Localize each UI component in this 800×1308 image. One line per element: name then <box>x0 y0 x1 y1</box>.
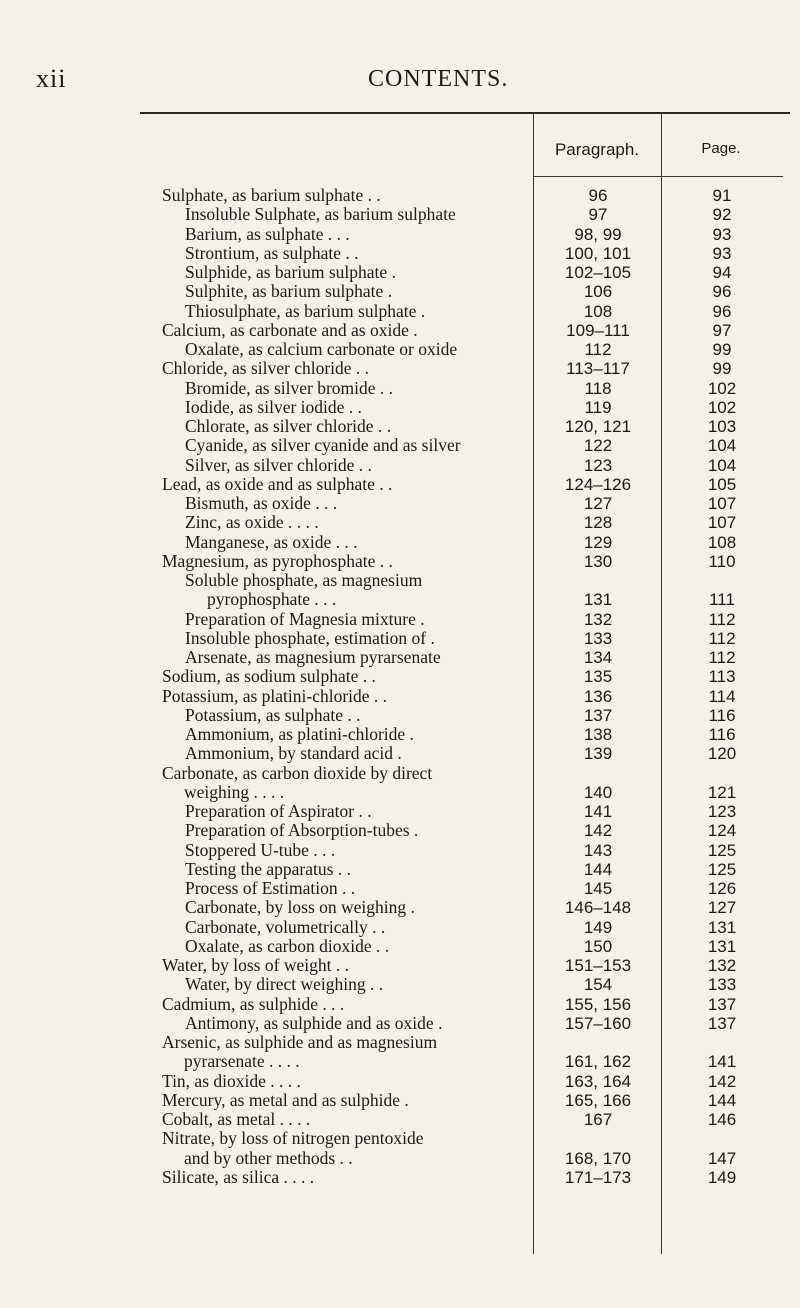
entry-text: Chloride, as silver chloride <box>162 359 352 379</box>
page-number-cell: 120 <box>707 744 737 764</box>
leader-dots: . . <box>369 686 388 706</box>
entry-text: Calcium, as carbonate and as oxide <box>162 320 409 340</box>
entry-title <box>185 513 555 532</box>
leader-dots: . . . <box>318 994 345 1014</box>
paragraph-number: 131 <box>583 590 613 610</box>
leader-dots: . <box>426 628 435 648</box>
page-number-cell: 91 <box>712 186 732 205</box>
entry-text: Manganese, as oxide <box>185 532 332 552</box>
paragraph-number: 140 <box>583 782 613 802</box>
entry-text: Thiosulphate, as barium sulphate <box>185 301 417 321</box>
entry-title <box>185 648 555 667</box>
page-number-cell: 146 <box>707 1110 737 1129</box>
entry-title <box>185 898 555 917</box>
paragraph-number: 100, 101 <box>564 243 632 263</box>
paragraph-number: 165, 166 <box>564 1090 632 1110</box>
leader-dots: . <box>408 320 418 340</box>
paragraph-number: 108 <box>583 301 613 321</box>
page-number-cell: 102 <box>707 378 737 398</box>
entry-title <box>185 379 555 398</box>
entry-text: Carbonate, as carbon dioxide by direct <box>162 763 433 783</box>
leader-dots: . <box>409 821 419 841</box>
entry-text: Testing the apparatus <box>185 859 334 879</box>
entry-title <box>185 706 555 725</box>
paragraph-number: 124–126 <box>564 474 632 494</box>
entry-title <box>185 263 555 282</box>
page-number-cell: 99 <box>712 340 732 359</box>
paragraph-number: 143 <box>583 840 613 860</box>
leader-dots: . <box>387 263 396 282</box>
paragraph-number: 102–105 <box>564 263 632 282</box>
entry-continuation <box>162 1052 532 1071</box>
entry-text: Sulphite, as barium sulphate <box>185 282 384 302</box>
leader-dots: . . . . <box>275 1110 311 1129</box>
page-number-cell: 116 <box>708 705 736 725</box>
table-row <box>0 513 800 532</box>
table-row <box>0 340 800 359</box>
page-number-cell: 93 <box>712 243 732 263</box>
entry-text: Bromide, as silver bromide <box>185 378 376 398</box>
leader-dots: . . <box>367 917 386 937</box>
table-row <box>0 860 800 879</box>
paragraph-number: 96 <box>588 186 608 205</box>
entry-title <box>185 533 555 552</box>
table-row <box>0 1033 800 1072</box>
leader-dots: . <box>405 725 414 744</box>
table-row <box>0 687 800 706</box>
entry-continuation <box>185 590 555 609</box>
table-row <box>0 610 800 629</box>
entry-text: Water, by loss of weight <box>162 956 332 975</box>
entry-title <box>162 186 532 205</box>
page-number-cell: 104 <box>707 455 737 475</box>
entry-text: Preparation of Magnesia mixture <box>185 609 416 629</box>
paragraph-number: 151–153 <box>564 956 632 975</box>
entry-text: Insoluble Sulphate, as barium sulphate <box>185 205 456 225</box>
table-row <box>0 475 800 494</box>
entry-text: Sulphate, as barium sulphate <box>162 186 364 205</box>
entry-title <box>185 937 555 956</box>
entry-text: Water, by direct weighing <box>185 975 366 995</box>
entry-title <box>185 494 555 513</box>
entry-text: Oxalate, as carbon dioxide <box>185 936 372 956</box>
header-rule <box>533 176 783 177</box>
entry-text: Magnesium, as pyrophosphate <box>162 551 376 571</box>
paragraph-number: 138 <box>583 725 613 744</box>
page-number-cell: 141 <box>707 1052 737 1072</box>
entry-title <box>162 475 532 494</box>
contents-table <box>0 186 800 1187</box>
entry-title <box>185 821 555 840</box>
entry-title <box>162 1129 532 1168</box>
leader-dots: . <box>399 1090 409 1110</box>
paragraph-number: 146–148 <box>564 898 632 918</box>
paragraph-number: 145 <box>583 879 613 898</box>
leader-dots: . . <box>371 936 390 956</box>
entry-text: Silicate, as silica <box>162 1167 280 1187</box>
entry-text: Process of Estimation <box>185 879 338 898</box>
entry-text: Sodium, as sodium sulphate <box>162 667 359 687</box>
entry-text: Cobalt, as metal <box>162 1110 276 1129</box>
table-row <box>0 706 800 725</box>
entry-text: Silver, as silver chloride <box>185 455 355 475</box>
entry-title <box>162 1091 532 1110</box>
table-row <box>0 186 800 205</box>
paragraph-number: 127 <box>583 494 613 513</box>
table-row <box>0 456 800 475</box>
paragraph-number: 109–111 <box>566 320 630 340</box>
table-row <box>0 918 800 937</box>
table-row <box>0 629 800 648</box>
entry-title <box>185 398 555 417</box>
page-column-header: Page. <box>701 140 741 157</box>
table-row <box>0 1091 800 1110</box>
paragraph-number: 157–160 <box>564 1013 632 1033</box>
leader-dots: . . <box>375 378 394 398</box>
table-row <box>0 937 800 956</box>
entry-title <box>162 1033 532 1072</box>
page-number-cell: 103 <box>707 417 737 436</box>
leader-dots: . . <box>335 1147 353 1168</box>
entry-text: Antimony, as sulphide and as oxide <box>185 1013 434 1033</box>
table-row <box>0 841 800 860</box>
paragraph-number: 167 <box>583 1110 613 1129</box>
entry-continuation-text: pyrophosphate <box>207 589 311 610</box>
table-row <box>0 417 800 436</box>
entry-text: Oxalate, as calcium carbonate or oxide <box>185 340 458 359</box>
page-number: xii <box>36 64 67 93</box>
paragraph-number: 122 <box>583 436 613 456</box>
paragraph-number: 132 <box>583 609 613 629</box>
entry-text: Barium, as sulphate <box>185 224 324 244</box>
page-number-cell: 137 <box>707 1013 737 1033</box>
page-number-cell: 144 <box>707 1090 737 1110</box>
top-rule <box>140 112 790 114</box>
page-number-cell: 137 <box>707 994 737 1014</box>
page-number-cell: 127 <box>707 898 737 918</box>
table-row <box>0 898 800 917</box>
table-row <box>0 359 800 378</box>
entry-title <box>185 879 555 898</box>
leader-dots: . . . . <box>249 781 285 802</box>
leader-dots: . . <box>358 667 376 687</box>
leader-dots: . . <box>351 359 370 379</box>
table-row <box>0 282 800 301</box>
page-number-cell: 94 <box>712 263 732 282</box>
table-row <box>0 205 800 224</box>
paragraph-number: 119 <box>584 397 612 417</box>
table-row <box>0 436 800 455</box>
leader-dots: . . <box>363 186 381 205</box>
entry-title <box>185 436 555 455</box>
entry-title <box>162 764 532 803</box>
table-row <box>0 571 800 610</box>
entry-text: Preparation of Aspirator <box>185 802 355 821</box>
entry-title <box>185 456 555 475</box>
entry-text: Lead, as oxide and as sulphate <box>162 474 375 494</box>
leader-dots: . . . . <box>265 1071 301 1091</box>
page-number-cell: 123 <box>707 802 737 821</box>
page-number-cell: 149 <box>707 1167 737 1187</box>
paragraph-number: 130 <box>583 551 613 571</box>
paragraph-number: 168, 170 <box>564 1148 632 1168</box>
page-number-cell: 132 <box>707 956 737 975</box>
page-number-cell: 113 <box>708 667 736 687</box>
table-row <box>0 1168 800 1187</box>
leader-dots: . . <box>354 455 372 475</box>
page-number-cell: 111 <box>709 590 735 610</box>
paragraph-number: 142 <box>583 821 613 841</box>
entry-text: Potassium, as platini-chloride <box>162 686 370 706</box>
paragraph-number: 150 <box>583 936 613 956</box>
leader-dots: . <box>415 609 425 629</box>
page-number-cell: 107 <box>707 494 737 513</box>
table-row <box>0 302 800 321</box>
paragraph-number: 120, 121 <box>564 417 632 436</box>
table-row <box>0 1014 800 1033</box>
table-row <box>0 975 800 994</box>
page-number-cell: 93 <box>712 224 732 244</box>
entry-text: Iodide, as silver iodide <box>185 397 345 417</box>
entry-text: Stoppered U-tube <box>185 840 309 860</box>
paragraph-number: 141 <box>583 802 613 821</box>
leader-dots: . . <box>354 802 372 821</box>
entry-title <box>162 687 532 706</box>
table-row <box>0 1110 800 1129</box>
paragraph-number: 155, 156 <box>564 994 632 1014</box>
entry-text: Nitrate, by loss of nitrogen pentoxide <box>162 1129 424 1149</box>
page-number-cell: 108 <box>707 532 737 552</box>
entry-text: Carbonate, by loss on weighing <box>185 898 407 918</box>
leader-dots: . <box>416 301 426 321</box>
table-row <box>0 648 800 667</box>
table-row <box>0 225 800 244</box>
leader-dots: . . . . <box>264 1051 300 1072</box>
page-number-cell: 92 <box>712 205 732 225</box>
page-number-cell: 121 <box>707 782 737 802</box>
entry-title <box>185 1014 555 1033</box>
entry-title <box>185 725 555 744</box>
page-number-cell: 124 <box>707 821 737 841</box>
entry-continuation-text: pyrarsenate <box>184 1051 265 1072</box>
table-row <box>0 764 800 803</box>
entry-text: Ammonium, by standard acid <box>185 744 394 764</box>
entry-title <box>162 956 532 975</box>
entry-text: Sulphide, as barium sulphate <box>185 263 388 282</box>
paragraph-number: 98, 99 <box>574 224 622 244</box>
table-row <box>0 879 800 898</box>
table-row <box>0 725 800 744</box>
leader-dots: . . <box>375 551 393 571</box>
leader-dots: . . <box>373 417 392 436</box>
entry-text: Bismuth, as oxide <box>185 494 311 513</box>
page-number-cell: 131 <box>707 936 737 956</box>
entry-text: Preparation of Absorption-tubes <box>185 821 410 841</box>
page-number-cell: 142 <box>707 1071 737 1091</box>
page-number-cell: 99 <box>712 359 732 379</box>
entry-title <box>185 340 555 359</box>
entry-continuation-text: weighing <box>184 781 250 802</box>
page-number-cell: 112 <box>708 609 736 629</box>
entry-text: Carbonate, volumetrically <box>185 917 368 937</box>
page-number-cell: 112 <box>708 648 736 667</box>
entry-title <box>185 860 555 879</box>
page-number-cell: 107 <box>707 513 737 533</box>
entry-text: Cyanide, as silver cyanide and as silver <box>185 436 461 456</box>
page-number-cell: 125 <box>707 840 737 860</box>
paragraph-column-header: Paragraph. <box>554 140 640 159</box>
entry-title <box>162 995 532 1014</box>
page-number-cell: 147 <box>707 1148 737 1168</box>
entry-title <box>185 841 555 860</box>
leader-dots: . <box>406 898 415 918</box>
entry-title <box>162 359 532 378</box>
table-row <box>0 321 800 340</box>
paragraph-number: 133 <box>583 628 613 648</box>
leader-dots: . . <box>331 956 349 975</box>
entry-text: Zinc, as oxide <box>185 513 284 533</box>
leader-dots: . . . <box>308 840 336 860</box>
paragraph-number: 139 <box>583 744 613 764</box>
entry-title <box>185 975 555 994</box>
entry-title <box>185 610 555 629</box>
entry-text: Mercury, as metal and as sulphide <box>162 1090 400 1110</box>
entry-title <box>185 629 555 648</box>
table-row <box>0 1072 800 1091</box>
paragraph-number: 123 <box>583 455 613 475</box>
entry-text: Insoluble phosphate, estimation of <box>185 628 427 648</box>
table-row <box>0 802 800 821</box>
page-number-cell: 116 <box>708 725 736 744</box>
entry-continuation-text: and by other methods <box>184 1147 336 1168</box>
leader-dots: . . . . <box>279 1167 315 1187</box>
table-row <box>0 244 800 263</box>
entry-text: Soluble phosphate, as magnesium <box>185 571 423 590</box>
leader-dots: . <box>393 744 402 764</box>
table-row <box>0 1129 800 1168</box>
page-number-cell: 110 <box>708 551 736 571</box>
paragraph-number: 171–173 <box>564 1167 632 1187</box>
entry-title <box>185 282 555 301</box>
entry-title <box>185 571 555 610</box>
entry-text: Tin, as dioxide <box>162 1071 266 1091</box>
paragraph-number: 135 <box>583 667 613 687</box>
entry-text: Arsenate, as magnesium pyrarsenate <box>185 648 441 667</box>
entry-text: Arsenic, as sulphide and as magnesium <box>162 1033 438 1052</box>
paragraph-number: 144 <box>583 859 613 879</box>
paragraph-number: 134 <box>583 648 613 667</box>
table-row <box>0 821 800 840</box>
entry-title <box>185 244 555 263</box>
table-row <box>0 552 800 571</box>
entry-text: Chlorate, as silver chloride <box>185 417 374 436</box>
leader-dots: . . <box>365 975 384 995</box>
paragraph-number: 112 <box>584 340 612 359</box>
entry-title <box>185 225 555 244</box>
paragraph-number: 128 <box>583 513 613 533</box>
paragraph-number: 113–117 <box>566 359 630 379</box>
leader-dots: . <box>433 1013 443 1033</box>
entry-title <box>162 321 532 340</box>
page-number-cell: 131 <box>707 917 737 937</box>
entry-title <box>162 1072 532 1091</box>
paragraph-number: 154 <box>583 975 613 995</box>
entry-text: Strontium, as sulphate <box>185 243 342 263</box>
table-row <box>0 398 800 417</box>
entry-text: Potassium, as sulphate <box>185 705 343 725</box>
entry-title <box>185 744 555 763</box>
entry-title <box>162 1110 532 1129</box>
table-row <box>0 263 800 282</box>
table-row <box>0 494 800 513</box>
leader-dots: . . <box>333 859 351 879</box>
leader-dots: . . <box>342 705 361 725</box>
entry-title <box>162 667 532 686</box>
page-number-cell: 114 <box>708 686 736 706</box>
page-number-cell: 102 <box>707 397 737 417</box>
paragraph-number: 118 <box>584 378 612 398</box>
leader-dots: . . <box>374 474 393 494</box>
paragraph-number: 161, 162 <box>564 1052 632 1072</box>
paragraph-number: 106 <box>583 282 613 302</box>
paragraph-number: 136 <box>583 686 613 706</box>
paragraph-number: 97 <box>588 205 608 225</box>
page-number-cell: 97 <box>712 320 732 340</box>
entry-title <box>185 205 555 224</box>
entry-text: Ammonium, as platini-chloride <box>185 725 406 744</box>
table-row <box>0 533 800 552</box>
entry-title <box>162 1168 532 1187</box>
paragraph-number: 149 <box>583 917 613 937</box>
table-row <box>0 379 800 398</box>
page-number-cell: 133 <box>707 975 737 995</box>
paragraph-number: 129 <box>583 532 613 552</box>
table-row <box>0 744 800 763</box>
page-number-cell: 126 <box>707 879 737 898</box>
page-number-cell: 125 <box>707 859 737 879</box>
leader-dots: . . <box>344 397 362 417</box>
leader-dots: . . . <box>310 494 338 513</box>
entry-title <box>185 918 555 937</box>
table-row <box>0 995 800 1014</box>
table-row <box>0 956 800 975</box>
page-number-cell: 104 <box>707 436 737 456</box>
leader-dots: . . . <box>331 532 358 552</box>
paragraph-number: 137 <box>583 705 613 725</box>
leader-dots: . <box>383 282 393 302</box>
page-number-cell: 96 <box>712 282 732 302</box>
leader-dots: . . <box>337 879 356 898</box>
entry-text: Cadmium, as sulphide <box>162 994 319 1014</box>
entry-continuation <box>162 1149 532 1168</box>
entry-title <box>185 417 555 436</box>
page-number-cell: 105 <box>707 474 737 494</box>
entry-title <box>185 802 555 821</box>
leader-dots: . . . <box>310 589 337 610</box>
running-title: CONTENTS. <box>368 66 509 92</box>
entry-title <box>162 552 532 571</box>
table-row <box>0 667 800 686</box>
leader-dots: . . . <box>323 224 350 244</box>
entry-title <box>185 302 555 321</box>
paragraph-number: 163, 164 <box>564 1071 632 1091</box>
entry-continuation <box>162 783 532 802</box>
leader-dots: . . . . <box>283 513 319 533</box>
page-number-cell: 112 <box>708 628 736 648</box>
page-number-cell: 96 <box>712 301 732 321</box>
leader-dots: . . <box>341 243 359 263</box>
